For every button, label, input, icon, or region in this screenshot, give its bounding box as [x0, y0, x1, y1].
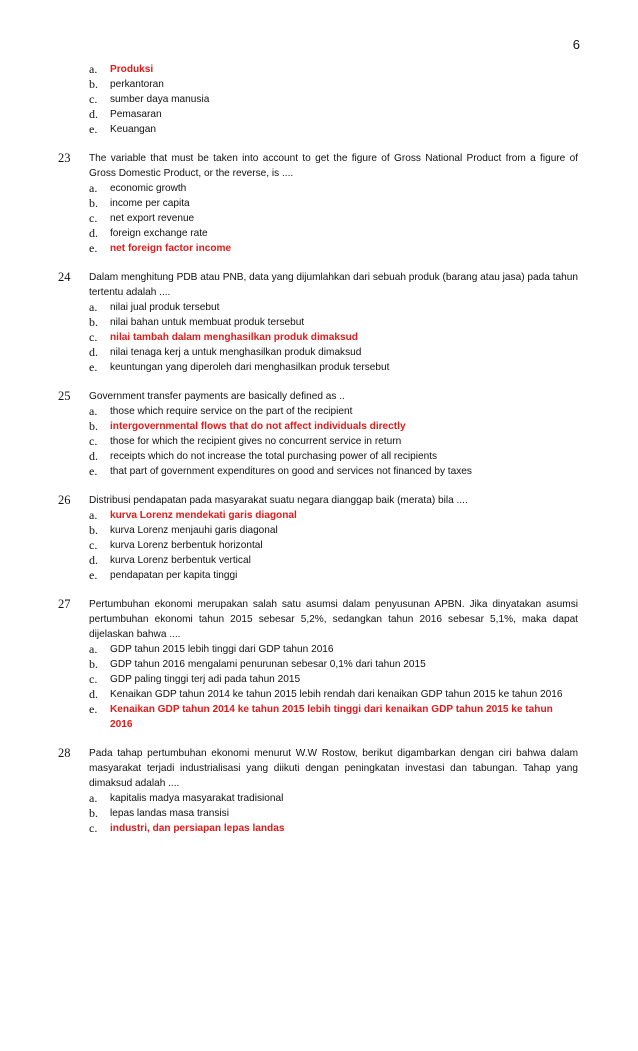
answer-option-correct — [89, 330, 578, 345]
option-letter: b. — [89, 419, 98, 433]
option-text: kurva Lorenz mendekati garis diagonal — [110, 510, 297, 521]
option-text: industri, dan persiapan lepas landas — [110, 823, 285, 834]
option-letter: b. — [89, 657, 98, 671]
answer-option — [89, 77, 578, 92]
question-number: 26 — [58, 493, 71, 507]
question-number: 28 — [58, 746, 71, 760]
option-text: that part of government expenditures on good and services not financed by taxes — [110, 466, 472, 477]
option-text: lepas landas masa transisi — [110, 808, 229, 819]
option-text: those which require service on the part of the recipient — [110, 406, 353, 417]
answer-option-correct — [89, 508, 578, 523]
answer-option — [89, 92, 578, 107]
option-text: net export revenue — [110, 213, 195, 224]
option-letter: e. — [89, 464, 98, 478]
option-letter: d. — [89, 226, 98, 240]
answer-option — [89, 657, 578, 672]
page-number: 6 — [572, 37, 580, 52]
question-text: Pertumbuhan ekonomi merupakan salah satu asumsi dalam penyusunan APBN. Jika dinyatakan asumsi pertumbuhan ekonomi tahun 2015 sebesar 5,2%, sedangkan tahun 2016 sebesar 5,1%, maka dapat dijelaskan bahwa .... — [89, 599, 578, 640]
question-text: Pada tahap pertumbuhan ekonomi menurut W.W Rostow, berikut digambarkan dengan ciri bahwa dalam masyarakat terjadi industrialisasi yang diikuti dengan peningkatan investasi dan tabungan. Tahap yang dimaksud adalah .... — [89, 748, 578, 789]
question-body — [89, 151, 578, 256]
option-text: Kenaikan GDP tahun 2014 ke tahun 2015 lebih rendah dari kenaikan GDP tahun 2015 ke tahun 2016 — [110, 689, 563, 700]
answer-option — [89, 107, 578, 122]
option-text: receipts which do not increase the total purchasing power of all recipients — [110, 451, 438, 462]
option-letter: b. — [89, 196, 98, 210]
question-body — [89, 62, 578, 137]
answer-option — [89, 687, 578, 702]
question-number — [58, 62, 89, 137]
option-text: income per capita — [110, 198, 190, 209]
option-text: sumber daya manusia — [110, 94, 210, 105]
option-text: those for which the recipient gives no concurrent service in return — [110, 436, 402, 447]
question — [58, 62, 578, 137]
option-letter: c. — [89, 821, 98, 835]
option-letter: c. — [89, 211, 98, 225]
option-text: keuntungan yang diperoleh dari menghasilkan produk tersebut — [110, 362, 390, 373]
option-text: nilai jual produk tersebut — [110, 302, 220, 313]
question-text: Dalam menghitung PDB atau PNB, data yang dijumlahkan dari sebuah produk (barang atau jasa) pada tahun tertentu adalah .... — [89, 272, 578, 298]
option-letter: a. — [89, 508, 98, 522]
answer-option — [89, 806, 578, 821]
answer-option-correct — [89, 419, 578, 434]
answer-option — [89, 791, 578, 806]
option-letter: c. — [89, 330, 98, 344]
answer-option — [89, 181, 578, 196]
option-letter: d. — [89, 687, 98, 701]
answer-option — [89, 122, 578, 137]
question — [58, 597, 578, 732]
option-text: economic growth — [110, 183, 187, 194]
question — [58, 493, 578, 583]
option-text: nilai bahan untuk membuat produk tersebut — [110, 317, 305, 328]
question-text: Distribusi pendapatan pada masyarakat suatu negara dianggap baik (merata) bila .... — [89, 495, 468, 506]
option-text: GDP tahun 2015 lebih tinggi dari GDP tahun 2016 — [110, 644, 334, 655]
option-letter: e. — [89, 360, 98, 374]
answer-option — [89, 672, 578, 687]
option-letter: d. — [89, 553, 98, 567]
question-body — [89, 597, 578, 732]
option-text: kurva Lorenz berbentuk horizontal — [110, 540, 263, 551]
option-letter: d. — [89, 449, 98, 463]
option-text: kurva Lorenz menjauhi garis diagonal — [110, 525, 278, 536]
answer-option — [89, 315, 578, 330]
question-number: 24 — [58, 270, 71, 284]
answer-option — [89, 404, 578, 419]
answer-option-correct — [89, 241, 578, 256]
option-letter: a. — [89, 62, 98, 76]
option-text: pendapatan per kapita tinggi — [110, 570, 238, 581]
answer-option — [89, 360, 578, 375]
option-letter: c. — [89, 92, 98, 106]
option-letter: d. — [89, 345, 98, 359]
option-text: kurva Lorenz berbentuk vertical — [110, 555, 251, 566]
answer-option — [89, 464, 578, 479]
answer-option — [89, 642, 578, 657]
question-number: 27 — [58, 597, 71, 611]
option-text: Pemasaran — [110, 109, 162, 120]
option-letter: a. — [89, 404, 98, 418]
option-letter: a. — [89, 791, 98, 805]
option-text: perkantoran — [110, 79, 164, 90]
answer-option — [89, 568, 578, 583]
option-letter: a. — [89, 642, 98, 656]
answer-option-correct — [89, 821, 578, 836]
option-text: Kenaikan GDP tahun 2014 ke tahun 2015 lebih tinggi dari kenaikan GDP tahun 2015 ke tahun 2016 — [110, 704, 553, 730]
answer-option — [89, 226, 578, 241]
question — [58, 389, 578, 479]
option-text: Keuangan — [110, 124, 157, 135]
question-number: 23 — [58, 151, 71, 165]
option-letter: a. — [89, 181, 98, 195]
question-body — [89, 746, 578, 836]
question-body — [89, 493, 578, 583]
option-text: nilai tambah dalam menghasilkan produk dimaksud — [110, 332, 358, 343]
question — [58, 746, 578, 836]
option-text: Produksi — [110, 64, 154, 75]
question — [58, 151, 578, 256]
option-letter: c. — [89, 538, 98, 552]
option-text: GDP tahun 2016 mengalami penurunan sebesar 0,1% dari tahun 2015 — [110, 659, 426, 670]
option-letter: e. — [89, 241, 98, 255]
option-letter: c. — [89, 434, 98, 448]
answer-option — [89, 449, 578, 464]
question-body — [89, 389, 578, 479]
answer-option — [89, 345, 578, 360]
option-letter: a. — [89, 300, 98, 314]
option-text: GDP paling tinggi terj adi pada tahun 2015 — [110, 674, 301, 685]
option-text: nilai tenaga kerj a untuk menghasilkan produk dimaksud — [110, 347, 362, 358]
question-text: Government transfer payments are basically defined as .. — [89, 391, 345, 402]
option-letter: e. — [89, 122, 98, 136]
option-letter: e. — [89, 568, 98, 582]
option-letter: e. — [89, 702, 98, 716]
option-text: kapitalis madya masyarakat tradisional — [110, 793, 284, 804]
question-list — [58, 62, 578, 836]
question-body — [89, 270, 578, 375]
option-letter: b. — [89, 806, 98, 820]
option-letter: d. — [89, 107, 98, 121]
option-letter: c. — [89, 672, 98, 686]
option-letter: b. — [89, 77, 98, 91]
answer-option-correct — [89, 62, 578, 77]
question-number: 25 — [58, 389, 71, 403]
option-letter: b. — [89, 523, 98, 537]
question-text: The variable that must be taken into account to get the figure of Gross National Product from a figure of Gross Domestic Product, or the reverse, is .... — [89, 153, 578, 179]
option-text: foreign exchange rate — [110, 228, 208, 239]
answer-option — [89, 300, 578, 315]
answer-option — [89, 553, 578, 568]
answer-option — [89, 211, 578, 226]
answer-option-correct — [89, 702, 578, 732]
option-text: intergovernmental flows that do not affect individuals directly — [110, 421, 406, 432]
answer-option — [89, 434, 578, 449]
answer-option — [89, 196, 578, 211]
answer-option — [89, 523, 578, 538]
answer-option — [89, 538, 578, 553]
option-text: net foreign factor income — [110, 243, 232, 254]
question — [58, 270, 578, 375]
option-letter: b. — [89, 315, 98, 329]
